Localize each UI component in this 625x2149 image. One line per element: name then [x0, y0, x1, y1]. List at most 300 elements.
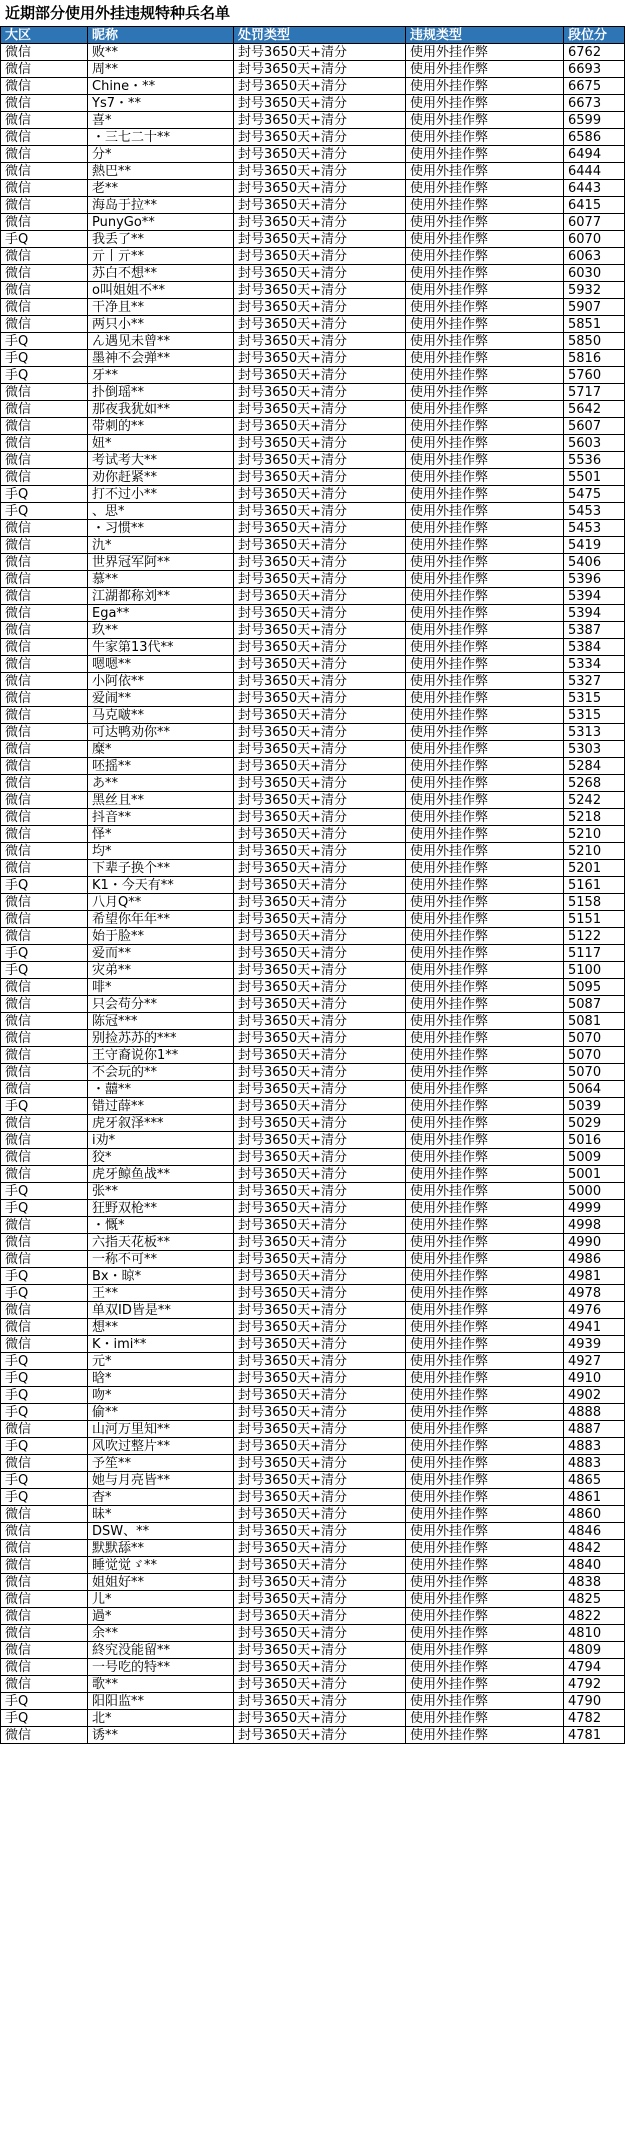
nickname-cell[interactable]: 終究没能留** [88, 1642, 234, 1659]
violation-type-cell[interactable]: 使用外挂作弊 [406, 1030, 564, 1047]
nickname-cell[interactable]: 别捡苏苏的*** [88, 1030, 234, 1047]
violation-type-cell[interactable]: 使用外挂作弊 [406, 1387, 564, 1404]
rank-score-cell[interactable]: 5384 [564, 639, 625, 656]
violation-type-cell[interactable]: 使用外挂作弊 [406, 605, 564, 622]
penalty-type-cell[interactable]: 封号3650天+清分 [234, 1319, 406, 1336]
violation-type-cell[interactable]: 使用外挂作弊 [406, 1013, 564, 1030]
penalty-type-cell[interactable]: 封号3650天+清分 [234, 1268, 406, 1285]
nickname-cell[interactable]: 爱而** [88, 945, 234, 962]
penalty-type-cell[interactable]: 封号3650天+清分 [234, 979, 406, 996]
nickname-cell[interactable]: K・imi** [88, 1336, 234, 1353]
region-cell[interactable]: 手Q [1, 1438, 88, 1455]
region-cell[interactable]: 微信 [1, 1659, 88, 1676]
region-cell[interactable]: 手Q [1, 877, 88, 894]
region-cell[interactable]: 微信 [1, 792, 88, 809]
nickname-cell[interactable]: PunyGo** [88, 214, 234, 231]
rank-score-cell[interactable]: 5717 [564, 384, 625, 401]
nickname-cell[interactable]: 一称不可** [88, 1251, 234, 1268]
penalty-type-cell[interactable]: 封号3650天+清分 [234, 1200, 406, 1217]
nickname-cell[interactable]: 喜* [88, 112, 234, 129]
nickname-cell[interactable]: 怿* [88, 826, 234, 843]
nickname-cell[interactable]: 下辈子换个** [88, 860, 234, 877]
penalty-type-cell[interactable]: 封号3650天+清分 [234, 1557, 406, 1574]
region-cell[interactable]: 微信 [1, 656, 88, 673]
rank-score-cell[interactable]: 4842 [564, 1540, 625, 1557]
penalty-type-cell[interactable]: 封号3650天+清分 [234, 1098, 406, 1115]
region-cell[interactable]: 微信 [1, 1642, 88, 1659]
region-cell[interactable]: 微信 [1, 163, 88, 180]
penalty-type-cell[interactable]: 封号3650天+清分 [234, 1064, 406, 1081]
violation-type-cell[interactable]: 使用外挂作弊 [406, 775, 564, 792]
rank-score-cell[interactable]: 4792 [564, 1676, 625, 1693]
rank-score-cell[interactable]: 5394 [564, 588, 625, 605]
violation-type-cell[interactable]: 使用外挂作弊 [406, 299, 564, 316]
region-cell[interactable]: 微信 [1, 1030, 88, 1047]
nickname-cell[interactable]: 默默舔** [88, 1540, 234, 1557]
region-cell[interactable]: 微信 [1, 1234, 88, 1251]
nickname-cell[interactable]: 昧* [88, 1506, 234, 1523]
penalty-type-cell[interactable]: 封号3650天+清分 [234, 741, 406, 758]
nickname-cell[interactable]: 分* [88, 146, 234, 163]
rank-score-cell[interactable]: 5201 [564, 860, 625, 877]
penalty-type-cell[interactable]: 封号3650天+清分 [234, 469, 406, 486]
nickname-cell[interactable]: 偷** [88, 1404, 234, 1421]
region-cell[interactable]: 微信 [1, 639, 88, 656]
rank-score-cell[interactable]: 6599 [564, 112, 625, 129]
rank-score-cell[interactable]: 4883 [564, 1438, 625, 1455]
nickname-cell[interactable]: 、思* [88, 503, 234, 520]
penalty-type-cell[interactable]: 封号3650天+清分 [234, 435, 406, 452]
rank-score-cell[interactable]: 5039 [564, 1098, 625, 1115]
penalty-type-cell[interactable]: 封号3650天+清分 [234, 1455, 406, 1472]
violation-type-cell[interactable]: 使用外挂作弊 [406, 1081, 564, 1098]
penalty-type-cell[interactable]: 封号3650天+清分 [234, 554, 406, 571]
nickname-cell[interactable]: 北* [88, 1710, 234, 1727]
nickname-cell[interactable]: 打不过小** [88, 486, 234, 503]
region-cell[interactable]: 微信 [1, 1047, 88, 1064]
penalty-type-cell[interactable]: 封号3650天+清分 [234, 418, 406, 435]
nickname-cell[interactable]: 吻* [88, 1387, 234, 1404]
violation-type-cell[interactable]: 使用外挂作弊 [406, 809, 564, 826]
violation-type-cell[interactable]: 使用外挂作弊 [406, 843, 564, 860]
violation-type-cell[interactable]: 使用外挂作弊 [406, 1523, 564, 1540]
violation-type-cell[interactable]: 使用外挂作弊 [406, 197, 564, 214]
violation-type-cell[interactable]: 使用外挂作弊 [406, 1455, 564, 1472]
region-cell[interactable]: 微信 [1, 860, 88, 877]
rank-score-cell[interactable]: 6077 [564, 214, 625, 231]
violation-type-cell[interactable]: 使用外挂作弊 [406, 265, 564, 282]
region-cell[interactable]: 微信 [1, 707, 88, 724]
violation-type-cell[interactable]: 使用外挂作弊 [406, 1234, 564, 1251]
nickname-cell[interactable]: 牛家第13代** [88, 639, 234, 656]
region-cell[interactable]: 微信 [1, 554, 88, 571]
nickname-cell[interactable]: 风吹过整片** [88, 1438, 234, 1455]
region-cell[interactable]: 手Q [1, 350, 88, 367]
nickname-cell[interactable]: i劝* [88, 1132, 234, 1149]
penalty-type-cell[interactable]: 封号3650天+清分 [234, 877, 406, 894]
rank-score-cell[interactable]: 4838 [564, 1574, 625, 1591]
region-cell[interactable]: 微信 [1, 1455, 88, 1472]
region-cell[interactable]: 手Q [1, 1489, 88, 1506]
penalty-type-cell[interactable]: 封号3650天+清分 [234, 1625, 406, 1642]
rank-score-cell[interactable]: 5607 [564, 418, 625, 435]
violation-type-cell[interactable]: 使用外挂作弊 [406, 996, 564, 1013]
rank-score-cell[interactable]: 5851 [564, 316, 625, 333]
rank-score-cell[interactable]: 5100 [564, 962, 625, 979]
rank-score-cell[interactable]: 5642 [564, 401, 625, 418]
nickname-cell[interactable]: 妞* [88, 435, 234, 452]
penalty-type-cell[interactable]: 封号3650天+清分 [234, 1285, 406, 1302]
penalty-type-cell[interactable]: 封号3650天+清分 [234, 605, 406, 622]
nickname-cell[interactable]: 均* [88, 843, 234, 860]
penalty-type-cell[interactable]: 封号3650天+清分 [234, 1013, 406, 1030]
nickname-cell[interactable]: 一号吃的特** [88, 1659, 234, 1676]
penalty-type-cell[interactable]: 封号3650天+清分 [234, 1710, 406, 1727]
violation-type-cell[interactable]: 使用外挂作弊 [406, 44, 564, 61]
penalty-type-cell[interactable]: 封号3650天+清分 [234, 945, 406, 962]
nickname-cell[interactable]: 虎牙鲸鱼战** [88, 1166, 234, 1183]
rank-score-cell[interactable]: 5095 [564, 979, 625, 996]
violation-type-cell[interactable]: 使用外挂作弊 [406, 1574, 564, 1591]
nickname-cell[interactable]: 玖** [88, 622, 234, 639]
nickname-cell[interactable]: 嗯嗯** [88, 656, 234, 673]
rank-score-cell[interactable]: 4822 [564, 1608, 625, 1625]
penalty-type-cell[interactable]: 封号3650天+清分 [234, 452, 406, 469]
rank-score-cell[interactable]: 4840 [564, 1557, 625, 1574]
penalty-type-cell[interactable]: 封号3650天+清分 [234, 1659, 406, 1676]
nickname-cell[interactable]: 熱巴** [88, 163, 234, 180]
nickname-cell[interactable]: Ys7・** [88, 95, 234, 112]
penalty-type-cell[interactable]: 封号3650天+清分 [234, 843, 406, 860]
region-cell[interactable]: 微信 [1, 996, 88, 1013]
violation-type-cell[interactable]: 使用外挂作弊 [406, 673, 564, 690]
penalty-type-cell[interactable]: 封号3650天+清分 [234, 775, 406, 792]
violation-type-cell[interactable]: 使用外挂作弊 [406, 78, 564, 95]
rank-score-cell[interactable]: 5070 [564, 1030, 625, 1047]
nickname-cell[interactable]: ・习惯** [88, 520, 234, 537]
region-cell[interactable]: 微信 [1, 129, 88, 146]
violation-type-cell[interactable]: 使用外挂作弊 [406, 1608, 564, 1625]
rank-score-cell[interactable]: 5850 [564, 333, 625, 350]
rank-score-cell[interactable]: 5406 [564, 554, 625, 571]
rank-score-cell[interactable]: 5419 [564, 537, 625, 554]
penalty-type-cell[interactable]: 封号3650天+清分 [234, 1676, 406, 1693]
violation-type-cell[interactable]: 使用外挂作弊 [406, 1132, 564, 1149]
region-cell[interactable]: 手Q [1, 1370, 88, 1387]
region-cell[interactable]: 手Q [1, 486, 88, 503]
penalty-type-cell[interactable]: 封号3650天+清分 [234, 384, 406, 401]
nickname-cell[interactable]: ・囍** [88, 1081, 234, 1098]
penalty-type-cell[interactable]: 封号3650天+清分 [234, 673, 406, 690]
violation-type-cell[interactable]: 使用外挂作弊 [406, 1625, 564, 1642]
region-cell[interactable]: 微信 [1, 248, 88, 265]
penalty-type-cell[interactable]: 封号3650天+清分 [234, 758, 406, 775]
nickname-cell[interactable]: 劝你赶紧** [88, 469, 234, 486]
violation-type-cell[interactable]: 使用外挂作弊 [406, 401, 564, 418]
region-cell[interactable]: 微信 [1, 1574, 88, 1591]
region-cell[interactable]: 微信 [1, 690, 88, 707]
rank-score-cell[interactable]: 4790 [564, 1693, 625, 1710]
violation-type-cell[interactable]: 使用外挂作弊 [406, 367, 564, 384]
nickname-cell[interactable]: 老** [88, 180, 234, 197]
region-cell[interactable]: 微信 [1, 78, 88, 95]
violation-type-cell[interactable]: 使用外挂作弊 [406, 1489, 564, 1506]
region-cell[interactable]: 微信 [1, 112, 88, 129]
rank-score-cell[interactable]: 5536 [564, 452, 625, 469]
region-cell[interactable]: 微信 [1, 826, 88, 843]
region-cell[interactable]: 微信 [1, 1166, 88, 1183]
violation-type-cell[interactable]: 使用外挂作弊 [406, 282, 564, 299]
region-cell[interactable]: 微信 [1, 1676, 88, 1693]
nickname-cell[interactable]: 墨神不会弹** [88, 350, 234, 367]
violation-type-cell[interactable]: 使用外挂作弊 [406, 350, 564, 367]
region-cell[interactable]: 微信 [1, 1302, 88, 1319]
rank-score-cell[interactable]: 5907 [564, 299, 625, 316]
rank-score-cell[interactable]: 5210 [564, 826, 625, 843]
rank-score-cell[interactable]: 5396 [564, 571, 625, 588]
nickname-cell[interactable]: 灾弟** [88, 962, 234, 979]
violation-type-cell[interactable]: 使用外挂作弊 [406, 639, 564, 656]
violation-type-cell[interactable]: 使用外挂作弊 [406, 1370, 564, 1387]
region-cell[interactable]: 手Q [1, 962, 88, 979]
region-cell[interactable]: 手Q [1, 1353, 88, 1370]
rank-score-cell[interactable]: 4910 [564, 1370, 625, 1387]
penalty-type-cell[interactable]: 封号3650天+清分 [234, 588, 406, 605]
nickname-cell[interactable]: 可达鸭劝你** [88, 724, 234, 741]
violation-type-cell[interactable]: 使用外挂作弊 [406, 1336, 564, 1353]
column-header-rank-score[interactable]: 段位分 [564, 27, 625, 44]
rank-score-cell[interactable]: 5070 [564, 1064, 625, 1081]
violation-type-cell[interactable]: 使用外挂作弊 [406, 758, 564, 775]
penalty-type-cell[interactable]: 封号3650天+清分 [234, 1574, 406, 1591]
violation-type-cell[interactable]: 使用外挂作弊 [406, 979, 564, 996]
region-cell[interactable]: 手Q [1, 1268, 88, 1285]
nickname-cell[interactable]: 周** [88, 61, 234, 78]
region-cell[interactable]: 微信 [1, 673, 88, 690]
penalty-type-cell[interactable]: 封号3650天+清分 [234, 1047, 406, 1064]
rank-score-cell[interactable]: 5284 [564, 758, 625, 775]
violation-type-cell[interactable]: 使用外挂作弊 [406, 61, 564, 78]
nickname-cell[interactable]: 呸摇** [88, 758, 234, 775]
region-cell[interactable]: 手Q [1, 1710, 88, 1727]
penalty-type-cell[interactable]: 封号3650天+清分 [234, 520, 406, 537]
region-cell[interactable]: 微信 [1, 197, 88, 214]
region-cell[interactable]: 手Q [1, 1387, 88, 1404]
penalty-type-cell[interactable]: 封号3650天+清分 [234, 214, 406, 231]
rank-score-cell[interactable]: 4860 [564, 1506, 625, 1523]
violation-type-cell[interactable]: 使用外挂作弊 [406, 945, 564, 962]
penalty-type-cell[interactable]: 封号3650天+清分 [234, 911, 406, 928]
nickname-cell[interactable]: 睡觉觉ゞ** [88, 1557, 234, 1574]
violation-type-cell[interactable]: 使用外挂作弊 [406, 1268, 564, 1285]
column-header-region[interactable]: 大区 [1, 27, 88, 44]
violation-type-cell[interactable]: 使用外挂作弊 [406, 316, 564, 333]
violation-type-cell[interactable]: 使用外挂作弊 [406, 1149, 564, 1166]
penalty-type-cell[interactable]: 封号3650天+清分 [234, 282, 406, 299]
rank-score-cell[interactable]: 6415 [564, 197, 625, 214]
penalty-type-cell[interactable]: 封号3650天+清分 [234, 1421, 406, 1438]
rank-score-cell[interactable]: 4902 [564, 1387, 625, 1404]
penalty-type-cell[interactable]: 封号3650天+清分 [234, 860, 406, 877]
rank-score-cell[interactable]: 5158 [564, 894, 625, 911]
region-cell[interactable]: 微信 [1, 1608, 88, 1625]
violation-type-cell[interactable]: 使用外挂作弊 [406, 231, 564, 248]
region-cell[interactable]: 手Q [1, 367, 88, 384]
violation-type-cell[interactable]: 使用外挂作弊 [406, 1404, 564, 1421]
nickname-cell[interactable]: ・慨* [88, 1217, 234, 1234]
rank-score-cell[interactable]: 5394 [564, 605, 625, 622]
rank-score-cell[interactable]: 4888 [564, 1404, 625, 1421]
rank-score-cell[interactable]: 4883 [564, 1455, 625, 1472]
penalty-type-cell[interactable]: 封号3650天+清分 [234, 571, 406, 588]
violation-type-cell[interactable]: 使用外挂作弊 [406, 1200, 564, 1217]
nickname-cell[interactable]: ・三七二十** [88, 129, 234, 146]
rank-score-cell[interactable]: 5064 [564, 1081, 625, 1098]
rank-score-cell[interactable]: 4990 [564, 1234, 625, 1251]
rank-score-cell[interactable]: 5760 [564, 367, 625, 384]
rank-score-cell[interactable]: 5315 [564, 690, 625, 707]
violation-type-cell[interactable]: 使用外挂作弊 [406, 1047, 564, 1064]
region-cell[interactable]: 微信 [1, 1149, 88, 1166]
penalty-type-cell[interactable]: 封号3650天+清分 [234, 622, 406, 639]
nickname-cell[interactable]: 山河万里知** [88, 1421, 234, 1438]
nickname-cell[interactable]: 杳* [88, 1489, 234, 1506]
nickname-cell[interactable]: 歌** [88, 1676, 234, 1693]
rank-score-cell[interactable]: 6693 [564, 61, 625, 78]
penalty-type-cell[interactable]: 封号3650天+清分 [234, 1302, 406, 1319]
violation-type-cell[interactable]: 使用外挂作弊 [406, 214, 564, 231]
penalty-type-cell[interactable]: 封号3650天+清分 [234, 1523, 406, 1540]
violation-type-cell[interactable]: 使用外挂作弊 [406, 860, 564, 877]
region-cell[interactable]: 微信 [1, 1251, 88, 1268]
nickname-cell[interactable]: 始于脸** [88, 928, 234, 945]
nickname-cell[interactable]: 单双ID皆是** [88, 1302, 234, 1319]
penalty-type-cell[interactable]: 封号3650天+清分 [234, 1506, 406, 1523]
penalty-type-cell[interactable]: 封号3650天+清分 [234, 231, 406, 248]
region-cell[interactable]: 微信 [1, 1421, 88, 1438]
nickname-cell[interactable]: 元* [88, 1353, 234, 1370]
nickname-cell[interactable]: 晗* [88, 1370, 234, 1387]
penalty-type-cell[interactable]: 封号3650天+清分 [234, 928, 406, 945]
nickname-cell[interactable]: Ega** [88, 605, 234, 622]
nickname-cell[interactable]: 姐姐好** [88, 1574, 234, 1591]
nickname-cell[interactable]: 两只小** [88, 316, 234, 333]
region-cell[interactable]: 手Q [1, 945, 88, 962]
violation-type-cell[interactable]: 使用外挂作弊 [406, 707, 564, 724]
penalty-type-cell[interactable]: 封号3650天+清分 [234, 1081, 406, 1098]
nickname-cell[interactable]: 干净且** [88, 299, 234, 316]
violation-type-cell[interactable]: 使用外挂作弊 [406, 656, 564, 673]
penalty-type-cell[interactable]: 封号3650天+清分 [234, 401, 406, 418]
penalty-type-cell[interactable]: 封号3650天+清分 [234, 1166, 406, 1183]
penalty-type-cell[interactable]: 封号3650天+清分 [234, 1336, 406, 1353]
nickname-cell[interactable]: 八月Q** [88, 894, 234, 911]
penalty-type-cell[interactable]: 封号3650天+清分 [234, 1030, 406, 1047]
nickname-cell[interactable]: 啡* [88, 979, 234, 996]
nickname-cell[interactable]: 予笙** [88, 1455, 234, 1472]
rank-score-cell[interactable]: 6675 [564, 78, 625, 95]
nickname-cell[interactable]: 诱** [88, 1727, 234, 1744]
region-cell[interactable]: 微信 [1, 1336, 88, 1353]
penalty-type-cell[interactable]: 封号3650天+清分 [234, 1693, 406, 1710]
rank-score-cell[interactable]: 4927 [564, 1353, 625, 1370]
penalty-type-cell[interactable]: 封号3650天+清分 [234, 265, 406, 282]
nickname-cell[interactable]: 六指天花板** [88, 1234, 234, 1251]
rank-score-cell[interactable]: 6070 [564, 231, 625, 248]
violation-type-cell[interactable]: 使用外挂作弊 [406, 1064, 564, 1081]
region-cell[interactable]: 微信 [1, 180, 88, 197]
penalty-type-cell[interactable]: 封号3650天+清分 [234, 1149, 406, 1166]
rank-score-cell[interactable]: 6673 [564, 95, 625, 112]
column-header-violation-type[interactable]: 违规类型 [406, 27, 564, 44]
violation-type-cell[interactable]: 使用外挂作弊 [406, 129, 564, 146]
rank-score-cell[interactable]: 4861 [564, 1489, 625, 1506]
region-cell[interactable]: 微信 [1, 1523, 88, 1540]
violation-type-cell[interactable]: 使用外挂作弊 [406, 588, 564, 605]
nickname-cell[interactable]: 爱闹** [88, 690, 234, 707]
violation-type-cell[interactable]: 使用外挂作弊 [406, 1302, 564, 1319]
penalty-type-cell[interactable]: 封号3650天+清分 [234, 1642, 406, 1659]
violation-type-cell[interactable]: 使用外挂作弊 [406, 741, 564, 758]
rank-score-cell[interactable]: 4939 [564, 1336, 625, 1353]
nickname-cell[interactable]: 王守裔说你1** [88, 1047, 234, 1064]
nickname-cell[interactable]: 儿* [88, 1591, 234, 1608]
nickname-cell[interactable]: 世界冠军阿** [88, 554, 234, 571]
penalty-type-cell[interactable]: 封号3650天+清分 [234, 707, 406, 724]
rank-score-cell[interactable]: 5122 [564, 928, 625, 945]
violation-type-cell[interactable]: 使用外挂作弊 [406, 1217, 564, 1234]
violation-type-cell[interactable]: 使用外挂作弊 [406, 435, 564, 452]
violation-type-cell[interactable]: 使用外挂作弊 [406, 622, 564, 639]
region-cell[interactable]: 微信 [1, 1727, 88, 1744]
region-cell[interactable]: 手Q [1, 1472, 88, 1489]
region-cell[interactable]: 微信 [1, 282, 88, 299]
rank-score-cell[interactable]: 5081 [564, 1013, 625, 1030]
region-cell[interactable]: 微信 [1, 1319, 88, 1336]
region-cell[interactable]: 微信 [1, 1557, 88, 1574]
region-cell[interactable]: 手Q [1, 231, 88, 248]
penalty-type-cell[interactable]: 封号3650天+清分 [234, 1727, 406, 1744]
penalty-type-cell[interactable]: 封号3650天+清分 [234, 724, 406, 741]
violation-type-cell[interactable]: 使用外挂作弊 [406, 520, 564, 537]
region-cell[interactable]: 微信 [1, 44, 88, 61]
rank-score-cell[interactable]: 4978 [564, 1285, 625, 1302]
region-cell[interactable]: 微信 [1, 928, 88, 945]
violation-type-cell[interactable]: 使用外挂作弊 [406, 180, 564, 197]
violation-type-cell[interactable]: 使用外挂作弊 [406, 554, 564, 571]
rank-score-cell[interactable]: 4781 [564, 1727, 625, 1744]
nickname-cell[interactable]: 张** [88, 1183, 234, 1200]
region-cell[interactable]: 微信 [1, 809, 88, 826]
region-cell[interactable]: 微信 [1, 316, 88, 333]
rank-score-cell[interactable]: 5334 [564, 656, 625, 673]
rank-score-cell[interactable]: 4865 [564, 1472, 625, 1489]
penalty-type-cell[interactable]: 封号3650天+清分 [234, 1387, 406, 1404]
region-cell[interactable]: 微信 [1, 588, 88, 605]
nickname-cell[interactable]: 带刺的** [88, 418, 234, 435]
nickname-cell[interactable]: 氿* [88, 537, 234, 554]
rank-score-cell[interactable]: 4810 [564, 1625, 625, 1642]
violation-type-cell[interactable]: 使用外挂作弊 [406, 894, 564, 911]
nickname-cell[interactable]: 只会苟分** [88, 996, 234, 1013]
region-cell[interactable]: 微信 [1, 622, 88, 639]
region-cell[interactable]: 微信 [1, 95, 88, 112]
penalty-type-cell[interactable]: 封号3650天+清分 [234, 894, 406, 911]
rank-score-cell[interactable]: 6443 [564, 180, 625, 197]
violation-type-cell[interactable]: 使用外挂作弊 [406, 503, 564, 520]
violation-type-cell[interactable]: 使用外挂作弊 [406, 1727, 564, 1744]
penalty-type-cell[interactable]: 封号3650天+清分 [234, 962, 406, 979]
